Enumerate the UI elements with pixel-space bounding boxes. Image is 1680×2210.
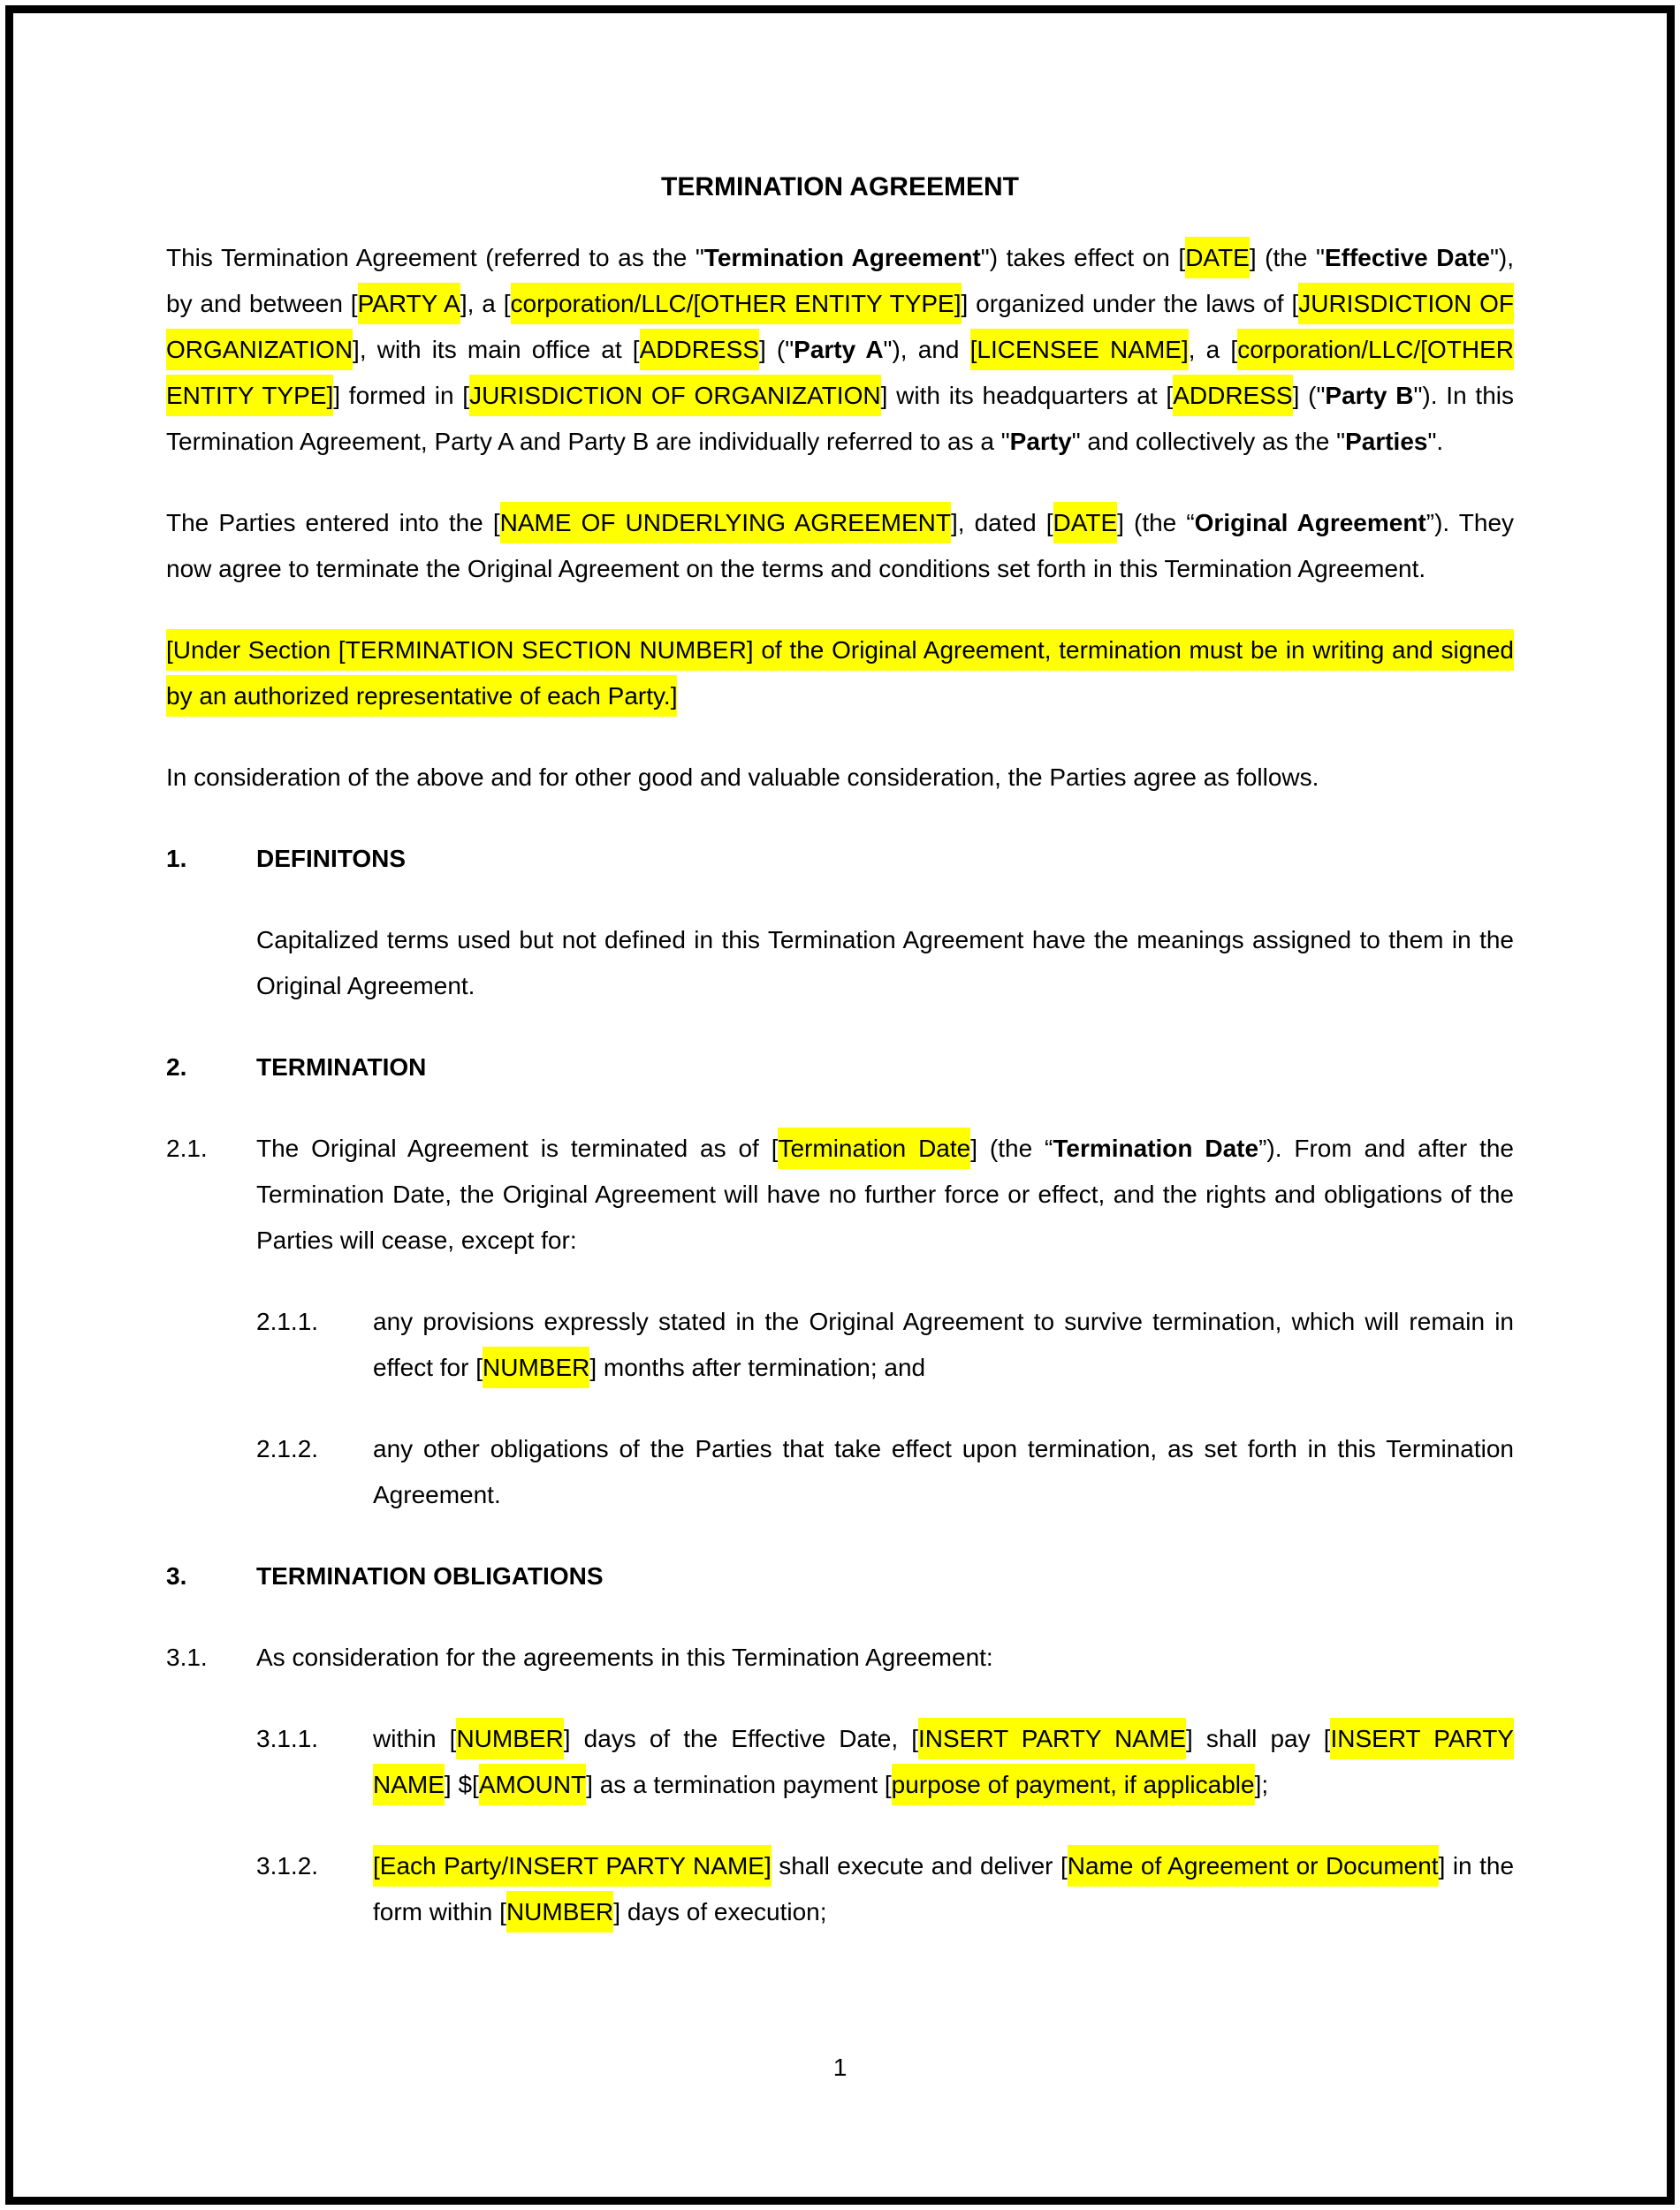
text-run: ] formed in [	[333, 382, 470, 409]
text-run: The Parties entered into the [	[166, 509, 500, 536]
text-run: ] (the “	[970, 1135, 1053, 1162]
paragraph	[166, 755, 1514, 801]
text-run: any provisions expressly stated in the Original Agreement to survive termination, which will remain in effect for [	[373, 1308, 1514, 1381]
numbered-item	[166, 1299, 1514, 1391]
highlighted-placeholder: NUMBER	[456, 1718, 563, 1759]
section-heading	[166, 1553, 1514, 1599]
text-run: ] $[	[444, 1771, 479, 1798]
highlighted-placeholder: INSERT PARTY NAME	[918, 1718, 1186, 1759]
text-run: ] shall pay [	[1185, 1725, 1331, 1752]
text-content	[166, 500, 1514, 592]
text-run: ] days of the Effective Date, [	[563, 1725, 918, 1752]
text-content	[166, 755, 1514, 801]
text-run: Capitalized terms used but not defined in this Termination Agreement have the meanings assigned to them in the Original Agreement.	[256, 926, 1514, 999]
text-content	[373, 1426, 1514, 1518]
item-number: 2.1.2.	[256, 1435, 319, 1462]
text-run: Termination Agreement	[703, 244, 981, 271]
text-content	[256, 836, 1514, 882]
text-run: ], a [	[460, 290, 511, 317]
text-run: , a [	[1188, 336, 1238, 363]
text-content	[373, 1843, 1514, 1935]
highlighted-placeholder: NAME OF UNDERLYING AGREEMENT	[500, 502, 951, 543]
item-number: 3.	[166, 1562, 187, 1590]
highlighted-placeholder: ADDRESS	[1173, 375, 1292, 416]
text-content	[256, 1635, 1514, 1681]
highlighted-placeholder: ADDRESS	[640, 329, 759, 370]
text-run: "), by and between [	[166, 244, 1514, 317]
text-run: ] in the form within [	[373, 1852, 1515, 1925]
item-number: 2.1.1.	[256, 1308, 319, 1335]
paragraph	[166, 235, 1514, 465]
item-number: 2.1.	[166, 1135, 208, 1162]
text-run: ”). From and after the Termination Date, the Original Agreement will have no further force or effect, and the rights and obligations of the Parties will cease, except for:	[256, 1135, 1514, 1254]
page-number: 1	[832, 2054, 848, 2081]
text-run: ”). They now agree to terminate the Original Agreement on the terms and conditions set forth in this Termination Agreement.	[166, 509, 1515, 582]
text-run: TERMINATION	[256, 1053, 427, 1081]
text-run: DEFINITONS	[256, 845, 407, 872]
text-run: ] as a termination payment [	[586, 1771, 892, 1798]
highlighted-placeholder: INSERT PARTY NAME	[373, 1718, 1514, 1805]
text-run: shall execute and deliver [	[771, 1852, 1068, 1880]
text-run: ];	[1254, 1771, 1269, 1798]
text-run: ] with its headquarters at [	[880, 382, 1174, 409]
text-content	[373, 1299, 1514, 1391]
document-content	[166, 164, 1514, 1935]
highlighted-placeholder: purpose of payment, if applicable	[892, 1764, 1255, 1805]
highlighted-placeholder: JURISDICTION OF ORGANIZATION	[166, 283, 1514, 370]
highlighted-placeholder: NUMBER	[483, 1347, 589, 1388]
highlighted-placeholder: JURISDICTION OF ORGANIZATION	[469, 375, 881, 416]
section-heading	[166, 836, 1514, 882]
highlighted-placeholder: DATE	[1053, 502, 1118, 543]
highlighted-placeholder: DATE	[1185, 237, 1250, 278]
paragraph	[166, 500, 1514, 592]
text-run: ") takes effect on [	[980, 244, 1186, 271]
item-number: 3.1.1.	[256, 1725, 319, 1752]
text-run: Parties	[1345, 428, 1428, 455]
text-run: ] months after termination; and	[589, 1354, 926, 1381]
text-run: ] ("	[758, 336, 794, 363]
paragraph	[166, 627, 1514, 719]
text-run: This Termination Agreement (referred to as the "	[166, 244, 704, 271]
text-content	[373, 1716, 1514, 1808]
highlighted-placeholder: AMOUNT	[479, 1764, 586, 1805]
document-blocks	[166, 235, 1514, 1935]
highlighted-placeholder: PARTY A	[358, 283, 460, 324]
text-content	[256, 917, 1514, 1009]
text-content	[256, 1553, 1514, 1599]
text-run: ] ("	[1292, 382, 1326, 409]
section-heading	[166, 1044, 1514, 1090]
text-content	[166, 235, 1514, 465]
text-run: Effective Date	[1324, 244, 1490, 271]
highlighted-placeholder: [Under Section [TERMINATION SECTION NUMBER] of the Original Agreement, termination must be in writing and signed by an authorized representative of each Party.]	[166, 629, 1514, 717]
text-content	[166, 627, 1514, 719]
text-run: ], with its main office at [	[353, 336, 640, 363]
highlighted-placeholder: corporation/LLC/[OTHER ENTITY TYPE]	[511, 283, 962, 324]
text-content	[256, 1126, 1514, 1264]
text-run: ] organized under the laws of [	[961, 290, 1299, 317]
text-run: ] (the "	[1249, 244, 1325, 271]
text-run: "), and	[883, 336, 970, 363]
numbered-item	[166, 1843, 1514, 1935]
item-number: 2.	[166, 1053, 187, 1081]
highlighted-placeholder: Termination Date	[778, 1128, 970, 1169]
text-run: "). In this Termination Agreement, Party A and Party B are individually referred to as a "	[166, 382, 1514, 455]
highlighted-placeholder: [LICENSEE NAME]	[970, 329, 1189, 370]
highlighted-placeholder: Name of Agreement or Document	[1068, 1845, 1439, 1887]
item-number: 3.1.	[166, 1644, 208, 1671]
text-run: ], dated [	[950, 509, 1053, 536]
text-run: ".	[1427, 428, 1444, 455]
text-run: ] (the “	[1117, 509, 1195, 536]
text-run: Party A	[794, 336, 884, 363]
text-run: In consideration of the above and for other good and valuable consideration, the Parties agree as follows.	[166, 763, 1319, 791]
text-run: Original Agreement	[1194, 509, 1426, 536]
text-run: Party B	[1325, 382, 1414, 409]
numbered-item	[166, 1716, 1514, 1808]
text-run: any other obligations of the Parties that take effect upon termination, as set forth in this Termination Agreement.	[373, 1435, 1514, 1508]
text-run: TERMINATION OBLIGATIONS	[256, 1562, 604, 1590]
text-run: Party	[1009, 428, 1072, 455]
text-content	[256, 1044, 1514, 1090]
paragraph	[166, 917, 1514, 1009]
numbered-item	[166, 1126, 1514, 1264]
numbered-item	[166, 1635, 1514, 1681]
text-run: Termination Date	[1053, 1135, 1259, 1162]
item-number: 1.	[166, 845, 187, 872]
text-run: The Original Agreement is terminated as of [	[256, 1135, 779, 1162]
text-run: As consideration for the agreements in this Termination Agreement:	[256, 1644, 993, 1671]
item-number: 3.1.2.	[256, 1852, 319, 1880]
highlighted-placeholder: corporation/LLC/[OTHER ENTITY TYPE]	[166, 329, 1514, 416]
highlighted-placeholder: [Each Party/INSERT PARTY NAME]	[373, 1845, 772, 1887]
numbered-item	[166, 1426, 1514, 1518]
text-run: ] days of execution;	[613, 1898, 827, 1925]
document-title: TERMINATION AGREEMENT	[661, 172, 1019, 201]
highlighted-placeholder: NUMBER	[506, 1891, 613, 1933]
text-run: " and collectively as the "	[1071, 428, 1346, 455]
text-run: within [	[373, 1725, 457, 1752]
